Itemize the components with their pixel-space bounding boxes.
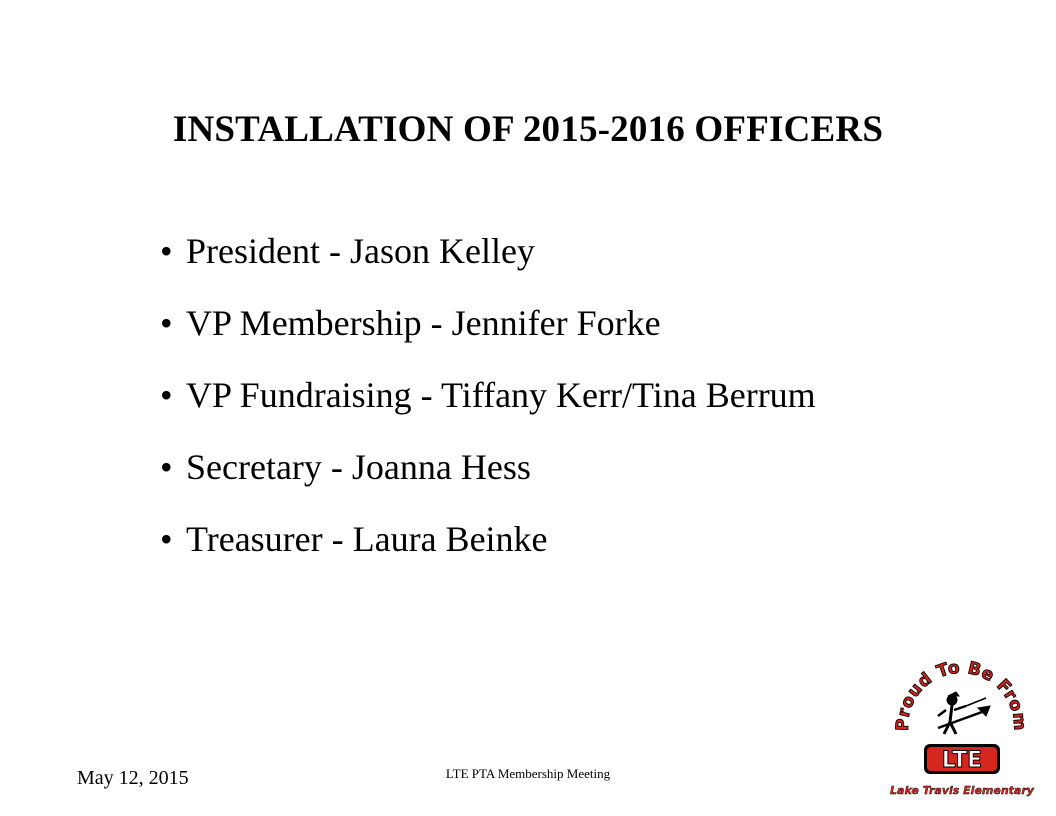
bullet: • (160, 447, 173, 487)
lte-logo (886, 656, 1036, 806)
list-item (160, 227, 816, 275)
list-item (160, 299, 816, 347)
officer-text: Secretary - Joanna Hess (186, 447, 531, 487)
bullet: • (160, 375, 173, 415)
officer-text: Treasurer - Laura Beinke (186, 519, 548, 559)
list-item (160, 443, 816, 491)
officer-text: President - Jason Kelley (186, 231, 535, 271)
slide-title: INSTALLATION OF 2015-2016 OFFICERS (172, 109, 884, 150)
logo-badge-text: LTE (941, 748, 983, 773)
bullet: • (160, 519, 173, 559)
bullet: • (160, 231, 173, 271)
officer-text: VP Fundraising - Tiffany Kerr/Tina Berrum (186, 375, 816, 415)
bullet: • (160, 303, 173, 343)
list-item (160, 515, 816, 563)
logo-caption: Lake Travis Elementary (890, 784, 1034, 797)
footer-date: May 12, 2015 (77, 767, 189, 789)
mascot-icon (938, 692, 990, 734)
officer-text: VP Membership - Jennifer Forke (186, 303, 661, 343)
footer-title: LTE PTA Membership Meeting (445, 766, 611, 781)
list-item (160, 371, 816, 419)
logo-arc-path-text: Proud To Be From (892, 657, 1030, 732)
officer-list (160, 227, 816, 587)
